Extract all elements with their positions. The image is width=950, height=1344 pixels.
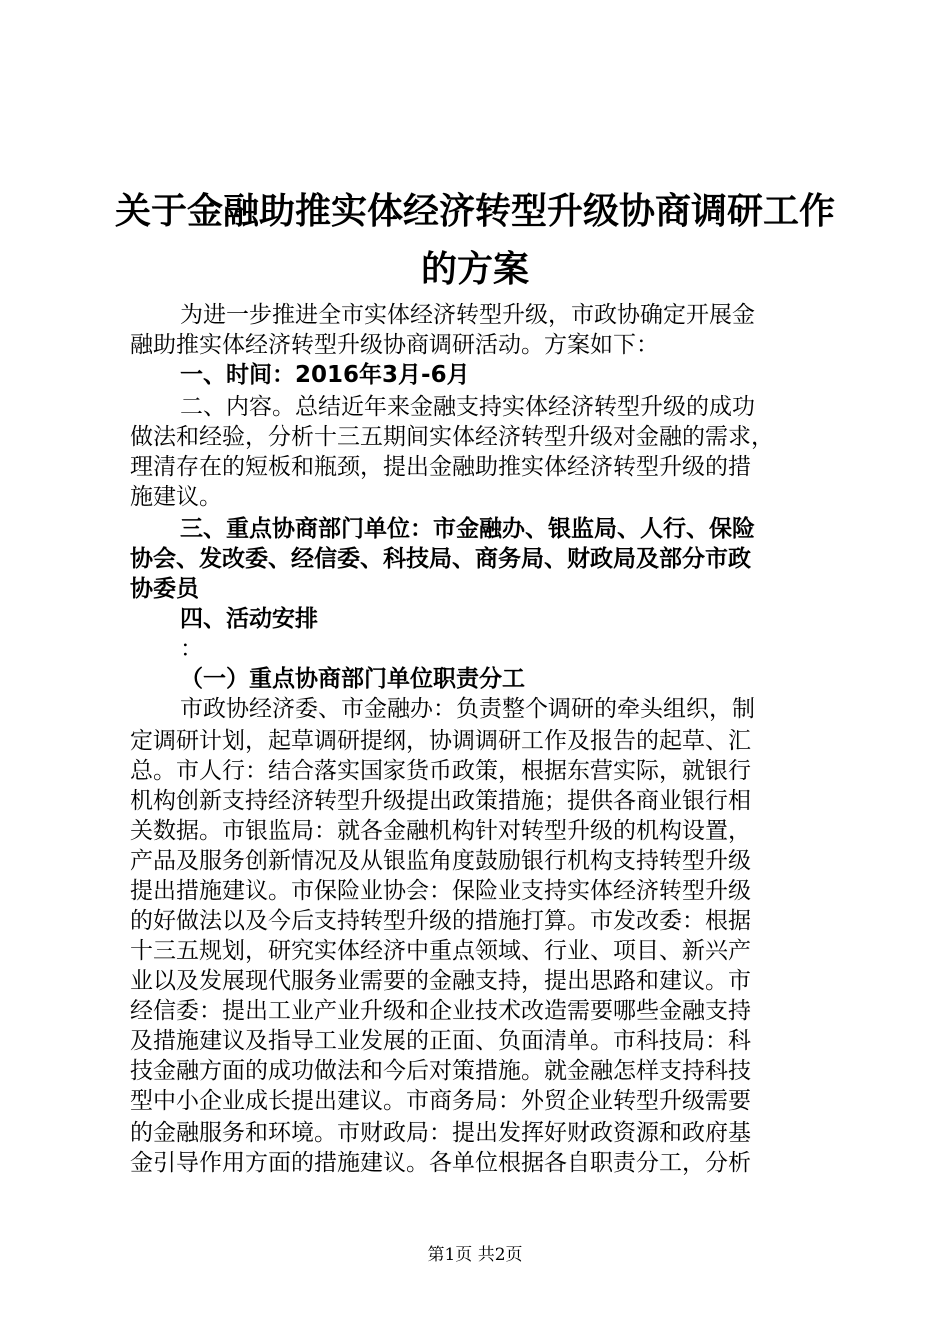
paragraph-line: 的金融服务和环境。市财政局：提出发挥好财政资源和政府基	[130, 1120, 751, 1146]
page-footer: 第1页 共2页	[427, 1245, 523, 1265]
paragraph-line: 关数据。市银监局：就各金融机构针对转型升级的机构设置，	[130, 818, 751, 844]
paragraph-line: 的好做法以及今后支持转型升级的措施打算。市发改委：根据	[130, 908, 751, 934]
paragraph-line: 为进一步推进全市实体经济转型升级，市政协确定开展金	[180, 302, 755, 328]
paragraph-line: 协会、发改委、经信委、科技局、商务局、财政局及部分市政	[130, 546, 751, 572]
subsection-heading: （一）重点协商部门单位职责分工	[180, 666, 525, 692]
document-title-line-1: 关于金融助推实体经济转型升级协商调研工作	[114, 191, 835, 232]
paragraph-line: 定调研计划，起草调研提纲，协调调研工作及报告的起草、汇	[130, 728, 751, 754]
paragraph-line: 理清存在的短板和瓶颈，提出金融助推实体经济转型升级的措	[130, 454, 751, 480]
section-heading-time: 一、时间：2016年3月-6月	[180, 362, 470, 388]
document-title-line-2: 的方案	[420, 249, 529, 290]
paragraph-line: ：	[180, 636, 203, 662]
paragraph-line: 融助推实体经济转型升级协商调研活动。方案如下：	[130, 332, 659, 358]
paragraph-line: 型中小企业成长提出建议。市商务局：外贸企业转型升级需要	[130, 1088, 751, 1114]
paragraph-line: 技金融方面的成功做法和今后对策措施。就金融怎样支持科技	[130, 1058, 751, 1084]
section-heading-content: 二、内容。总结近年来金融支持实体经济转型升级的成功	[180, 394, 755, 420]
paragraph-line: 做法和经验，分析十三五期间实体经济转型升级对金融的需求，	[130, 424, 774, 450]
paragraph-line: 总。市人行：结合落实国家货币政策，根据东营实际，就银行	[130, 758, 751, 784]
paragraph-line: 协委员	[130, 576, 199, 602]
paragraph-line: 施建议。	[130, 484, 222, 510]
paragraph-line: 产品及服务创新情况及从银监角度鼓励银行机构支持转型升级	[130, 848, 751, 874]
paragraph-line: 及措施建议及指导工业发展的正面、负面清单。市科技局：科	[130, 1028, 751, 1054]
paragraph-line: 十三五规划，研究实体经济中重点领域、行业、项目、新兴产	[130, 938, 751, 964]
paragraph-line: 金引导作用方面的措施建议。各单位根据各自职责分工，分析	[130, 1150, 751, 1176]
paragraph-line: 经信委：提出工业产业升级和企业技术改造需要哪些金融支持	[130, 998, 751, 1024]
paragraph-line: 提出措施建议。市保险业协会：保险业支持实体经济转型升级	[130, 878, 751, 904]
paragraph-line: 机构创新支持经济转型升级提出政策措施；提供各商业银行相	[130, 788, 751, 814]
section-heading-arrangement: 四、活动安排	[180, 606, 318, 632]
paragraph-line: 业以及发展现代服务业需要的金融支持，提出思路和建议。市	[130, 968, 751, 994]
paragraph-line: 市政协经济委、市金融办：负责整个调研的牵头组织，制	[180, 696, 755, 722]
section-heading-departments: 三、重点协商部门单位：市金融办、银监局、人行、保险	[180, 516, 755, 542]
